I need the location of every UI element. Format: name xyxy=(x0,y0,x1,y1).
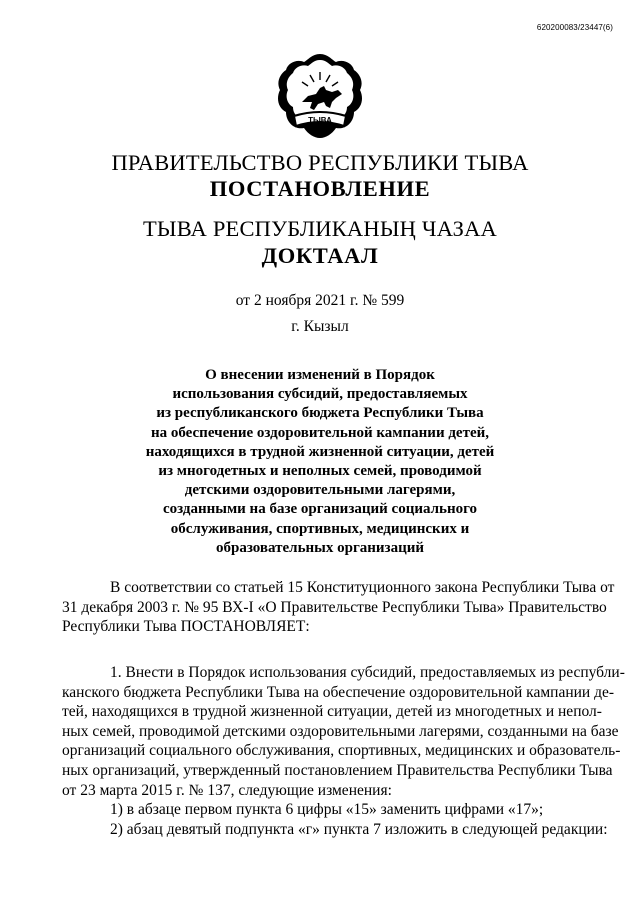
item-line: организаций социального обслуживания, спортивных, медицинских и образователь- xyxy=(62,742,621,760)
government-title-tuvan: ТЫВА РЕСПУБЛИКАНЫҢ ЧАЗАА xyxy=(142,216,498,241)
title-line: образовательных организаций xyxy=(216,539,424,556)
subitem-2-line: 2) абзац девятый подпункта «г» пункта 7 изложить в следующей редакции: xyxy=(110,820,608,838)
decree-title xyxy=(0,366,640,558)
title-line: использования субсидий, предоставляемых xyxy=(172,386,468,403)
title-line: на обеспечение оздоровительной кампании детей, xyxy=(150,424,489,441)
document-registration-code: 620200083/23447(6) xyxy=(536,23,613,32)
item-line: ных организаций, утвержденный постановлением Правительства Республики Тыва xyxy=(62,761,613,779)
preamble-line: В соответствии со статьей 15 Конституционного закона Республики Тыва от xyxy=(110,579,615,596)
decree-date-number: от 2 ноября 2021 г. № 599 xyxy=(235,292,405,309)
decree-heading-tuvan: ДОКТААЛ xyxy=(261,243,379,268)
item-line: тей, находящихся в трудной жизненной ситуации, детей из многодетных и непол- xyxy=(62,703,602,721)
government-title-russian: ПРАВИТЕЛЬСТВО РЕСПУБЛИКИ ТЫВА xyxy=(111,150,529,175)
decree-heading-russian: ПОСТАНОВЛЕНИЕ xyxy=(209,176,431,201)
coat-of-arms-emblem xyxy=(274,50,366,142)
preamble-line: 31 декабря 2003 г. № 95 ВХ-I «О Правительстве Республики Тыва» Правительство xyxy=(62,598,607,616)
subitem-1-line: 1) в абзаце первом пункта 6 цифры «15» заменить цифрами «17»; xyxy=(110,801,544,819)
emblem-label: ТЫВА xyxy=(308,116,332,125)
title-line: обслуживания, спортивных, медицинских и xyxy=(170,520,470,537)
title-line: созданными на базе организаций социального xyxy=(162,501,478,518)
title-line: из многодетных и неполных семей, проводимой xyxy=(158,463,482,480)
item-line: канского бюджета Республики Тыва на обеспечение оздоровительной кампании де- xyxy=(62,683,615,701)
title-line: находящихся в трудной жизненной ситуации, детей xyxy=(145,443,495,460)
item-line: от 23 марта 2015 г. № 137, следующие изменения: xyxy=(62,781,392,799)
preamble-line: Республики Тыва ПОСТАНОВЛЯЕТ: xyxy=(62,618,310,636)
coat-of-arms-of-tuva-icon xyxy=(274,50,366,142)
item-1-paragraph xyxy=(62,663,625,839)
city: г. Кызыл xyxy=(291,318,349,335)
title-line: детскими оздоровительными лагерями, xyxy=(184,482,456,499)
preamble-paragraph xyxy=(62,578,615,637)
title-line: из республиканского бюджета Республики Тыва xyxy=(156,405,484,422)
title-line: О внесении изменений в Порядок xyxy=(205,367,435,383)
item-line: ных семей, проводимой детскими оздоровительными лагерями, созданными на базе xyxy=(62,722,619,740)
item-line: 1. Внести в Порядок использования субсидий, предоставляемых из республи- xyxy=(110,664,625,681)
